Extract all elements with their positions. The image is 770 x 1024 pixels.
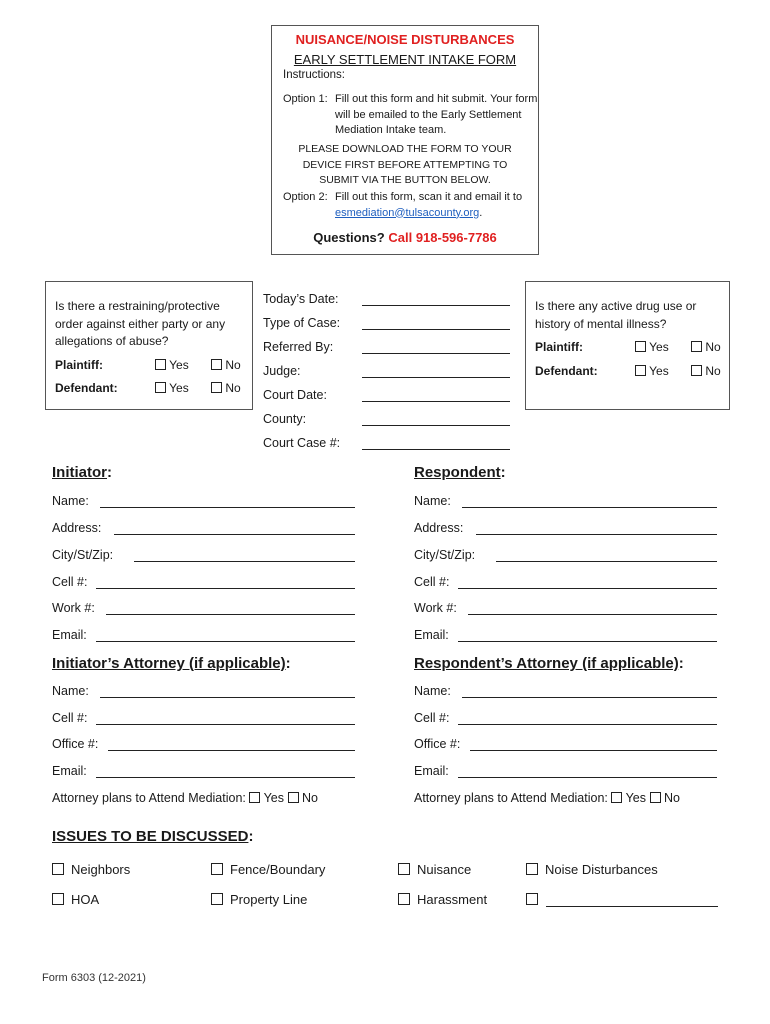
respondent-work-field[interactable]: Work #: (414, 601, 717, 617)
checkbox-icon[interactable] (288, 792, 299, 803)
respondent-city-field[interactable]: City/St/Zip: (414, 548, 717, 564)
judge-label: Judge: (263, 364, 301, 378)
checkbox-icon[interactable] (155, 359, 166, 370)
respondent-attend-yes[interactable]: Yes (611, 791, 646, 805)
option-2-label: Option 2: (283, 191, 328, 203)
restraining-plaintiff-yes[interactable]: Yes (155, 358, 189, 372)
checkbox-icon[interactable] (52, 863, 64, 875)
initiator-attorney-cell-field[interactable]: Cell #: (52, 711, 355, 727)
respondent-email-field[interactable]: Email: (414, 628, 717, 644)
judge-field[interactable] (362, 377, 510, 378)
issue-nuisance[interactable]: Nuisance (398, 862, 471, 877)
court-case-field[interactable] (362, 449, 510, 450)
option-1-label: Option 1: (283, 93, 328, 105)
initiator-attorney-attend-row (52, 791, 318, 805)
initiator-heading: Initiator: (52, 464, 112, 481)
phone-number: Call 918-596-7786 (388, 230, 497, 245)
questions-line (272, 230, 538, 245)
checkbox-icon[interactable] (211, 359, 222, 370)
drug-use-box (525, 281, 730, 410)
respondent-attorney-office-field[interactable]: Office #: (414, 737, 717, 753)
issue-other-field[interactable] (546, 906, 718, 907)
county-label: County: (263, 412, 307, 426)
initiator-city-field[interactable]: City/St/Zip: (52, 548, 355, 564)
questions-label: Questions? (313, 230, 385, 245)
form-subtitle: EARLY SETTLEMENT INTAKE FORM (293, 52, 517, 67)
initiator-attorney-name-field[interactable]: Name: (52, 684, 355, 700)
issue-other[interactable] (526, 892, 545, 907)
issue-noise-disturbances[interactable]: Noise Disturbances (526, 862, 658, 877)
issues-heading: ISSUES TO BE DISCUSSED: (52, 828, 254, 845)
issue-harassment[interactable]: Harassment (398, 892, 487, 907)
email-link[interactable]: esmediation@tulsacounty.org (335, 206, 480, 219)
initiator-cell-field[interactable]: Cell #: (52, 575, 355, 591)
restraining-order-box (45, 281, 253, 410)
checkbox-icon[interactable] (249, 792, 260, 803)
checkbox-icon[interactable] (691, 365, 702, 376)
restraining-defendant-row (55, 381, 251, 397)
checkbox-icon[interactable] (635, 341, 646, 352)
referred-by-field[interactable] (362, 353, 510, 354)
initiator-email-field[interactable]: Email: (52, 628, 355, 644)
checkbox-icon[interactable] (211, 863, 223, 875)
option-2-text: Fill out this form, scan it and email it to esmediation@tulsacounty.org. (335, 191, 523, 219)
checkbox-icon[interactable] (611, 792, 622, 803)
type-of-case-field[interactable] (362, 329, 510, 330)
drug-question: Is there any active drug use or history of mental illness? (535, 299, 697, 331)
option-1-text: Fill out this form and hit submit. Your form will be emailed to the Early Settlement Mediation Intake team. (335, 93, 538, 136)
respondent-address-field[interactable]: Address: (414, 521, 717, 537)
drug-defendant-yes[interactable]: Yes (635, 364, 669, 378)
issue-fence-boundary[interactable]: Fence/Boundary (211, 862, 325, 877)
issue-neighbors[interactable]: Neighbors (52, 862, 130, 877)
issue-property-line[interactable]: Property Line (211, 892, 307, 907)
court-case-label: Court Case #: (263, 436, 341, 450)
checkbox-icon[interactable] (398, 893, 410, 905)
restraining-defendant-yes[interactable]: Yes (155, 381, 189, 395)
download-note: PLEASE DOWNLOAD THE FORM TO YOUR DEVICE FIRST BEFORE ATTEMPTING TO SUBMIT VIA THE BUTTON BELOW. (298, 143, 512, 186)
defendant-label: Defendant: (55, 381, 118, 395)
drug-plaintiff-row (535, 340, 725, 356)
checkbox-icon[interactable] (211, 893, 223, 905)
todays-date-label: Today’s Date: (263, 292, 339, 306)
respondent-heading: Respondent: (414, 464, 506, 481)
todays-date-field[interactable] (362, 305, 510, 306)
drug-plaintiff-no[interactable]: No (691, 340, 721, 354)
initiator-attorney-heading: Initiator’s Attorney (if applicable): (52, 655, 291, 672)
initiator-attorney-email-field[interactable]: Email: (52, 764, 355, 780)
checkbox-icon[interactable] (155, 382, 166, 393)
attend-label: Attorney plans to Attend Mediation: (414, 791, 608, 805)
restraining-plaintiff-no[interactable]: No (211, 358, 241, 372)
drug-defendant-no[interactable]: No (691, 364, 721, 378)
form-number: Form 6303 (12-2021) (42, 972, 146, 984)
respondent-attend-no[interactable]: No (650, 791, 680, 805)
checkbox-icon[interactable] (650, 792, 661, 803)
respondent-attorney-email-field[interactable]: Email: (414, 764, 717, 780)
checkbox-icon[interactable] (211, 382, 222, 393)
referred-by-label: Referred By: (263, 340, 334, 354)
respondent-cell-field[interactable]: Cell #: (414, 575, 717, 591)
restraining-question: Is there a restraining/protective order against either party or any allegations of abuse? (55, 299, 226, 348)
defendant-label: Defendant: (535, 364, 598, 378)
checkbox-icon[interactable] (526, 893, 538, 905)
respondent-attorney-attend-row (414, 791, 680, 805)
respondent-attorney-heading: Respondent’s Attorney (if applicable): (414, 655, 684, 672)
initiator-attend-yes[interactable]: Yes (249, 791, 284, 805)
respondent-name-field[interactable]: Name: (414, 494, 717, 510)
respondent-attorney-name-field[interactable]: Name: (414, 684, 717, 700)
checkbox-icon[interactable] (398, 863, 410, 875)
initiator-work-field[interactable]: Work #: (52, 601, 355, 617)
restraining-defendant-no[interactable]: No (211, 381, 241, 395)
checkbox-icon[interactable] (635, 365, 646, 376)
issue-hoa[interactable]: HOA (52, 892, 99, 907)
drug-plaintiff-yes[interactable]: Yes (635, 340, 669, 354)
instructions-box (271, 25, 539, 255)
checkbox-icon[interactable] (52, 893, 64, 905)
initiator-attorney-office-field[interactable]: Office #: (52, 737, 355, 753)
instructions-label: Instructions: (283, 69, 345, 81)
attend-label: Attorney plans to Attend Mediation: (52, 791, 246, 805)
drug-defendant-row (535, 364, 725, 380)
form-title: NUISANCE/NOISE DISTURBANCES (295, 32, 515, 47)
court-date-label: Court Date: (263, 388, 327, 402)
plaintiff-label: Plaintiff: (535, 340, 583, 354)
county-field[interactable] (362, 425, 510, 426)
checkbox-icon[interactable] (526, 863, 538, 875)
court-date-field[interactable] (362, 401, 510, 402)
option-2 (283, 190, 541, 222)
respondent-attorney-cell-field[interactable]: Cell #: (414, 711, 717, 727)
plaintiff-label: Plaintiff: (55, 358, 103, 372)
restraining-plaintiff-row (55, 358, 251, 374)
initiator-attend-no[interactable]: No (288, 791, 318, 805)
checkbox-icon[interactable] (691, 341, 702, 352)
initiator-name-field[interactable]: Name: (52, 494, 355, 510)
initiator-address-field[interactable]: Address: (52, 521, 355, 537)
type-of-case-label: Type of Case: (263, 316, 341, 330)
option-1 (283, 92, 541, 140)
